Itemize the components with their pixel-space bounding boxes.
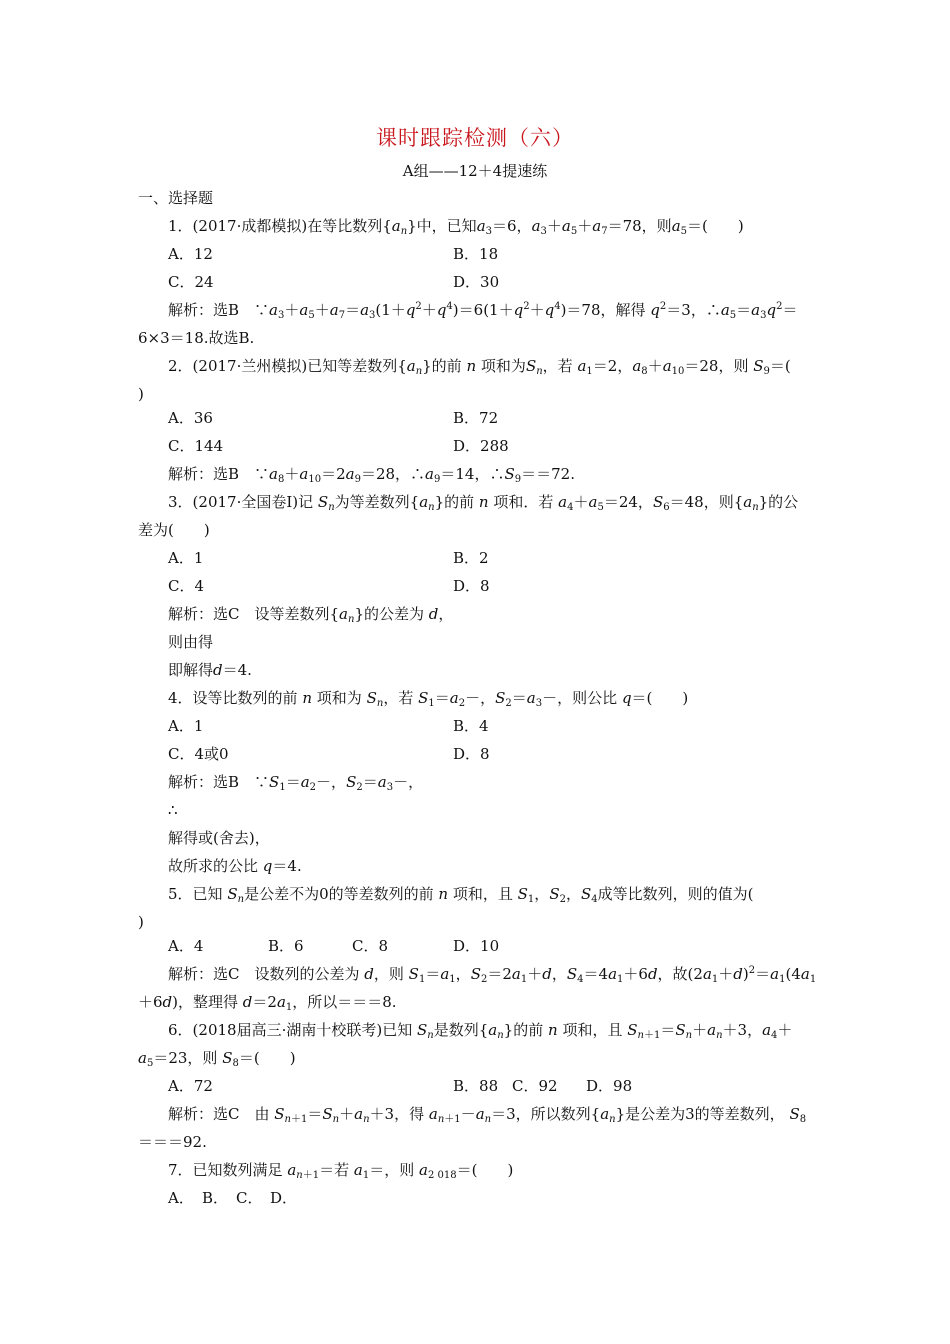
question-4-option-c: C．4或0	[168, 745, 229, 763]
question-4-therefore: ∴	[168, 801, 178, 819]
question-7-option-d: D．	[270, 1189, 298, 1207]
question-3-option-d: D．8	[453, 577, 490, 595]
page-subtitle: A组——12＋4提速练	[402, 162, 548, 180]
question-5-solution-cont: ＋6d)，整理得 $d=2a_1$，所以＝＝＝8.	[138, 993, 397, 1013]
question-6-option-c: C．92	[512, 1077, 558, 1095]
question-2-option-c: C．144	[168, 437, 224, 455]
question-1-option-a: A．12	[168, 245, 213, 263]
question-2-stem: 2．(2017·兰州模拟)已知等差数列$\{a_n\}$的前 n 项和为$S_n$，若 $a_1=2$，$a_8+a_{10}=28$，则 $S_9=$(	[168, 357, 791, 377]
question-3-option-a: A．1	[168, 549, 204, 567]
question-2-option-d: D．288	[453, 437, 509, 455]
question-1-option-c: C．24	[168, 273, 214, 291]
question-1-option-d: D．30	[453, 273, 500, 291]
question-6-option-b: B．88	[453, 1077, 499, 1095]
question-4-stem: 4．设等比数列的前 n 项和为 $S_n$，若 $S_1=a_2-$，$S_2=a_3-$，则公比 q＝( )	[168, 689, 689, 709]
question-3-option-c: C．4	[168, 577, 205, 595]
question-7-option-c: C．	[236, 1189, 263, 1207]
question-3-stem: 3．(2017·全国卷Ⅰ)记 $S_n$为等差数列$\{a_n\}$的前 n 项和．若 $a_4+a_5=24$，$S_6=48$，则$\{a_n\}$的公	[168, 493, 799, 513]
question-5-stem-close: )	[138, 913, 144, 931]
question-5-option-b: B．6	[268, 937, 304, 955]
question-2-stem-close: )	[138, 385, 144, 403]
question-6-solution-cont: ＝＝＝92.	[138, 1133, 207, 1151]
question-2-option-b: B．72	[453, 409, 499, 427]
question-6-option-d: D．98	[586, 1077, 633, 1095]
section-heading: 一、选择题	[138, 189, 214, 207]
question-3-stem-cont: 差为( )	[138, 521, 210, 539]
question-1-option-b: B．18	[453, 245, 499, 263]
question-1-solution-cont: 6×3＝18.故选B.	[138, 329, 255, 347]
question-6-stem: 6．(2018届高三·湖南十校联考)已知 $S_n$是数列$\{a_n\}$的前 n 项和，且 $S_{n+1}=S_n+a_n+3$，$a_4+$	[168, 1021, 793, 1041]
question-3-solution-b: 则由得	[168, 633, 214, 651]
question-6-solution: 解析：选C 由 $S_{n+1}=S_n+a_n+3$，得 $a_{n+1}-a_n=3$，所以数列$\{a_n\}$是公差为3的等差数列， $S_8$	[168, 1105, 807, 1125]
question-7-option-a: A．	[168, 1189, 194, 1207]
question-7-stem: 7．已知数列满足 $a_{n+1}=$若 $a_1=$，则 $a_{2 018}=$( )	[168, 1161, 514, 1181]
question-3-solution-c: 即解得d＝4.	[168, 661, 252, 679]
question-4-option-b: B．4	[453, 717, 489, 735]
question-4-option-d: D．8	[453, 745, 490, 763]
question-1-stem: 1．(2017·成都模拟)在等比数列$\{a_n\}$中，已知$a_3=6$，$a_3+a_5+a_7=78$，则$a_5=$( )	[168, 217, 744, 237]
question-4-solution: 解析：选B $\because S_1=a_2-$，$S_2=a_3-$，	[168, 773, 424, 793]
question-5-option-d: D．10	[453, 937, 500, 955]
page-title: 课时跟踪检测（六）	[376, 126, 574, 150]
question-7-option-b: B．	[202, 1189, 229, 1207]
question-6-stem-cont: $a_5=23$，则 $S_8=$( )	[138, 1049, 296, 1069]
question-5-stem: 5．已知 $S_n$是公差不为0的等差数列的前 n 项和，且 $S_1$，$S_2$，$S_4$成等比数列，则的值为(	[168, 885, 754, 905]
question-6-option-a: A．72	[168, 1077, 213, 1095]
question-2-solution: 解析：选B $\because a_8+a_{10}=2a_9=28$，$\therefore a_9=14$，$\therefore S_9==72$.	[168, 465, 575, 485]
question-2-option-a: A．36	[168, 409, 213, 427]
question-1-solution: 解析：选B $\because a_3+a_5+a_7=a_3(1+q^2+q^4)=6(1+q^2+q^4)=78$，解得 $q^2=3$，$\therefore a_5=a_3q^2=$	[168, 301, 798, 321]
question-4-solution-c: 解得或(舍去)，	[168, 829, 270, 847]
question-5-solution: 解析：选C 设数列的公差为 d，则 $S_1=a_1$，$S_2=2a_1+d$，$S_4=4a_1+6d$，故$(2a_1+d)^2=a_1(4a_1$	[168, 965, 817, 985]
question-3-solution: 解析：选C 设等差数列$\{a_n\}$的公差为 d，	[168, 605, 454, 625]
question-4-option-a: A．1	[168, 717, 204, 735]
question-3-option-b: B．2	[453, 549, 489, 567]
question-5-option-c: C．8	[352, 937, 389, 955]
question-4-solution-d: 故所求的公比 q＝4.	[168, 857, 302, 875]
question-5-option-a: A．4	[168, 937, 204, 955]
